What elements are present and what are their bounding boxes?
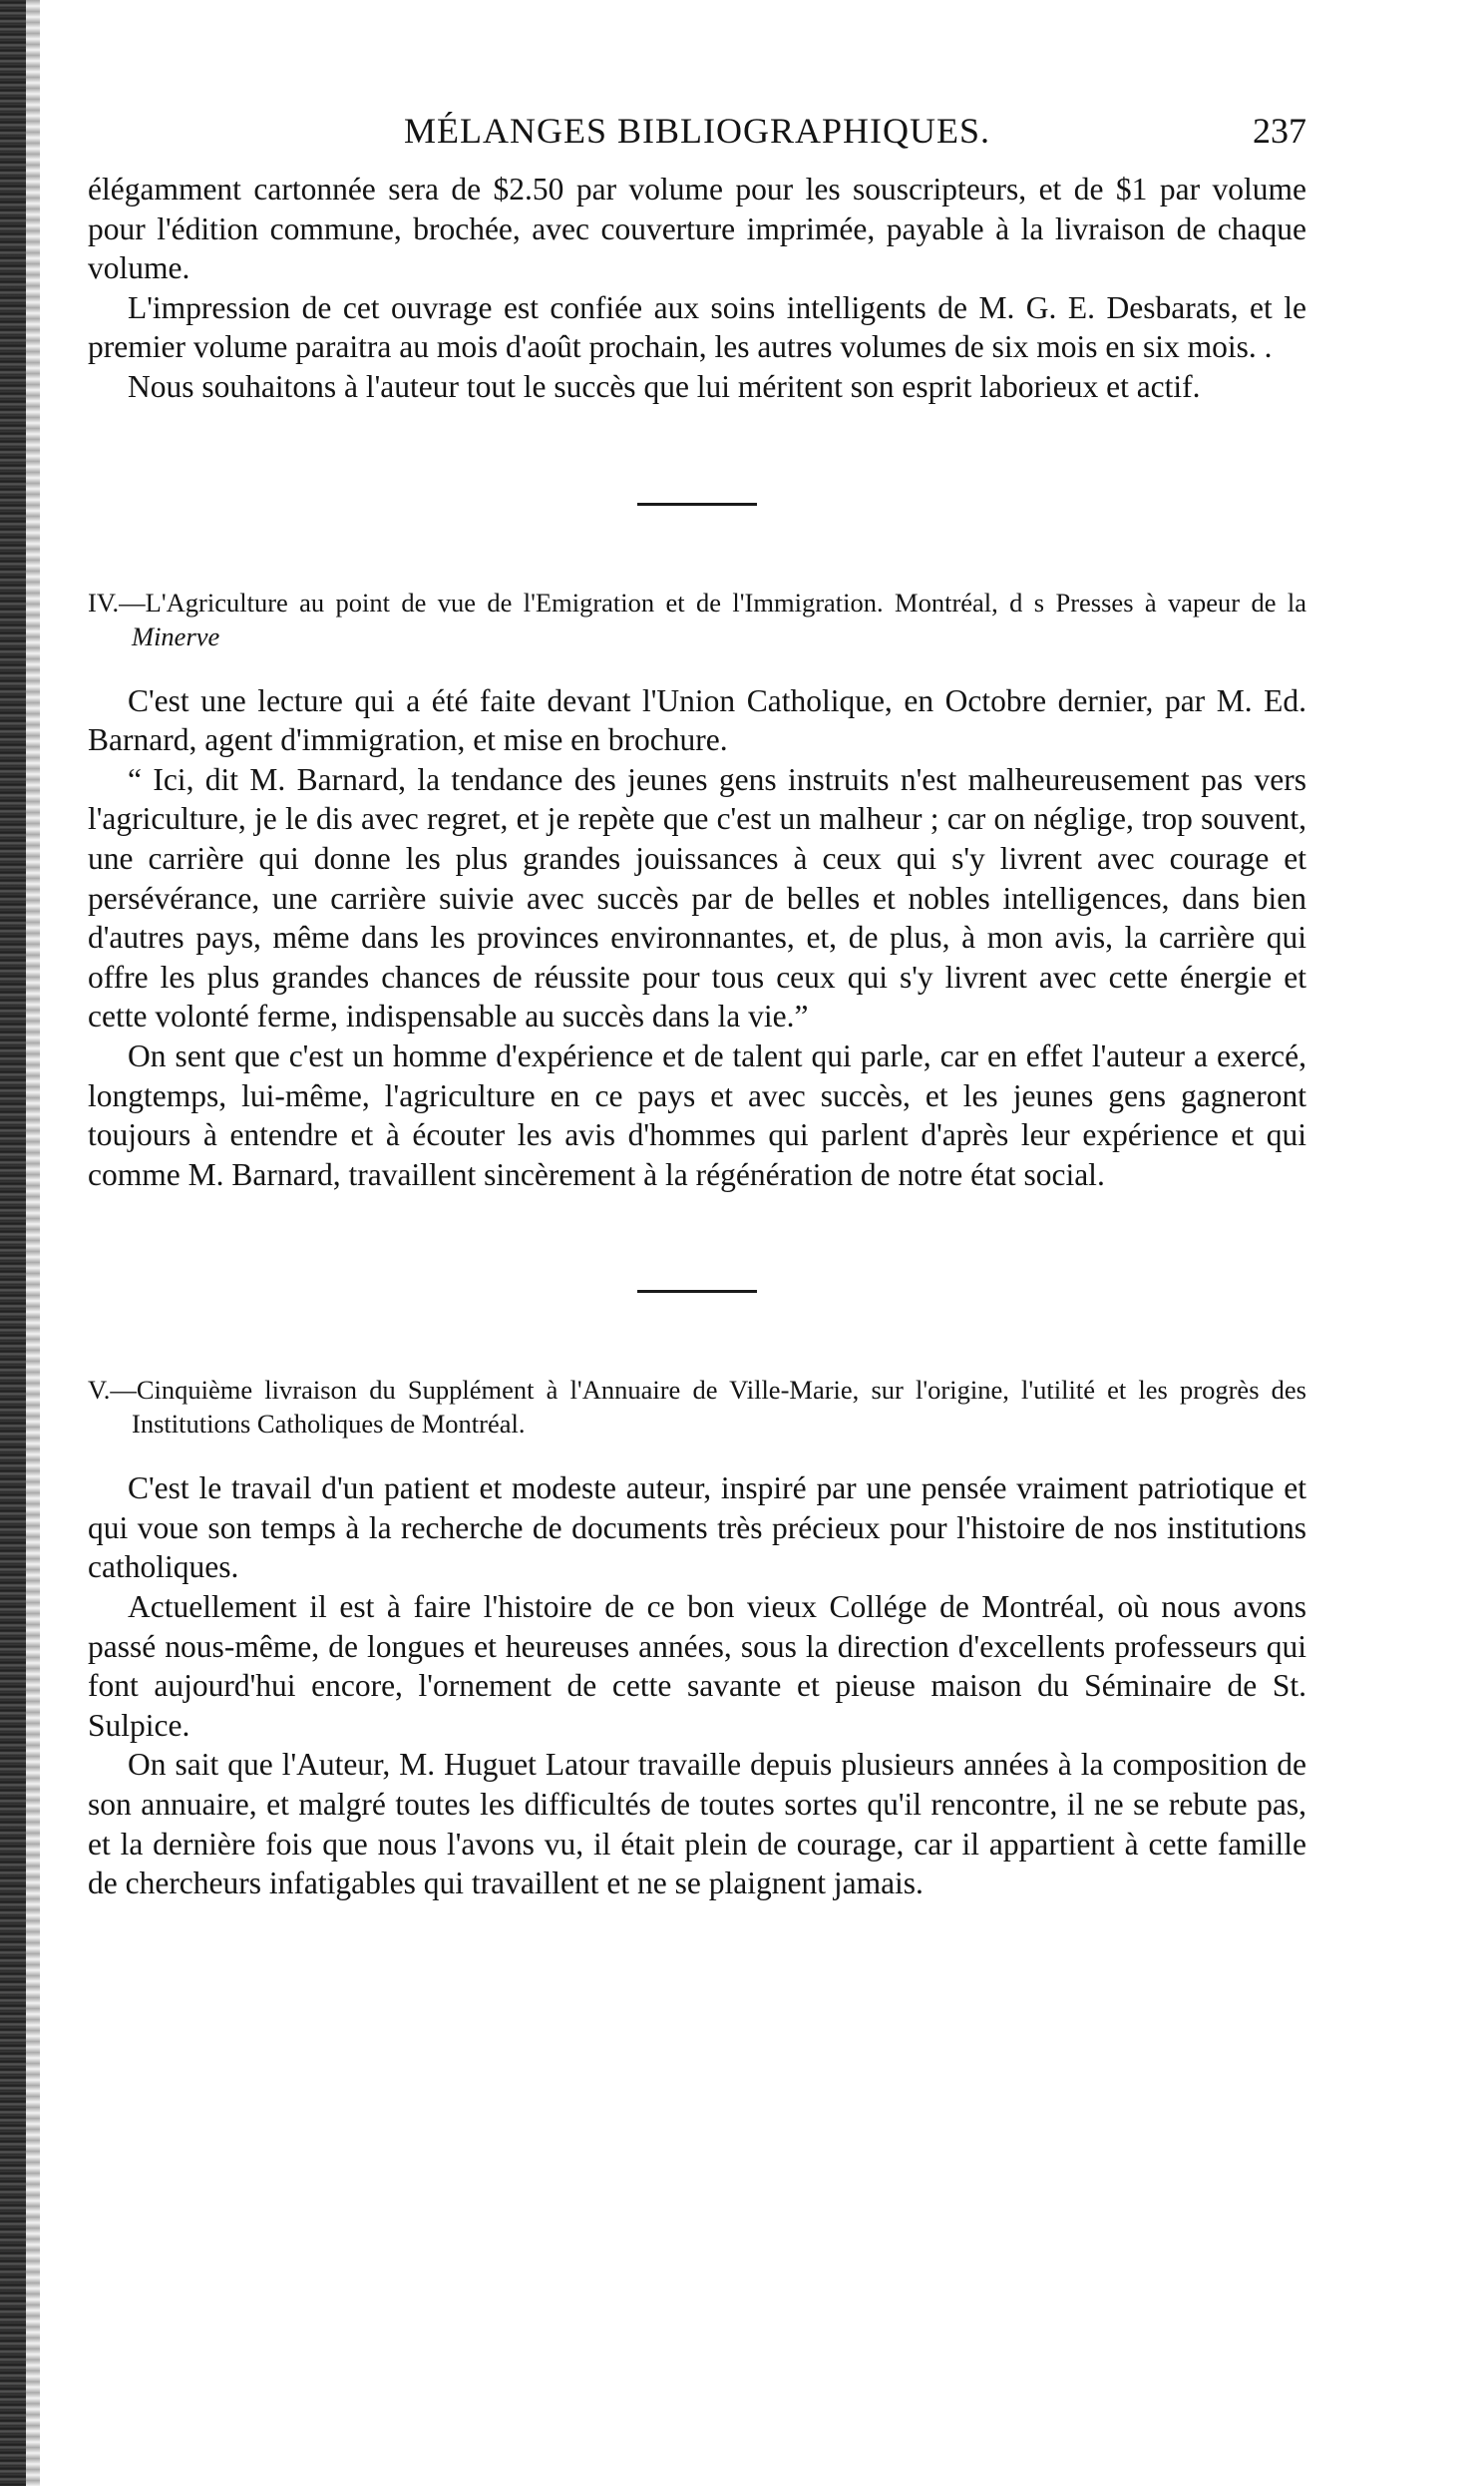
paragraph: Actuellement il est à faire l'histoire de ce bon vieux Collége de Montréal, où nous avons passé nous-même, de longues et heureuses années, sous la direction d'excellents professeurs qui font aujourd'hui encore, l'ornement de cette savante et pieuse maison du Séminaire de St. Sulpice. [88,1589,1306,1743]
paragraph: On sait que l'Auteur, M. Huguet Latour travaille depuis plusieurs années à la composition de son annuaire, et malgré toutes les difficultés de toutes sortes qu'il rencontre, il ne se rebute pas, et la dernière fois que nous l'avons vu, il était plein de courage, car il appartient à cette famille de chercheurs infatigables qui travaillent et ne se plaignent jamais. [88,1747,1306,1901]
paragraph: “ Ici, dit M. Barnard, la tendance des jeunes gens instruits n'est malheureusement pas vers l'agriculture, je le dis avec regret, et je repète que c'est un malheur ; car on néglige, trop souvent, une carrière qui donne les plus grandes jouissances à ceux qui s'y livrent avec courage et persévérance, une carrière suivie avec succès par de belles et nobles intelligences, dans bien d'autres pays, même dans les provinces environnantes, et, de plus, à mon avis, la carrière qui offre les plus grandes chances de réussite pour tous ceux qui s'y livrent avec cette énergie et cette volonté ferme, indispensable au succès dans la vie.” [88,761,1306,1035]
paragraph: On sent que c'est un homme d'expérience et de talent qui parle, car en effet l'auteur a exercé, longtemps, lui-même, l'agriculture en ce pays et avec succès, et les jeunes gens gagneront toujours à entendre et à écouter les avis d'hommes qui parlent d'après leur expérience et qui comme M. Barnard, travaillent sincèrement à la régénération de notre état social. [88,1037,1306,1192]
paragraph: élégamment cartonnée sera de $2.50 par volume pour les souscripteurs, et de $1 par volume pour l'édition commune, brochée, avec couverture imprimée, payable à la livraison de chaque volume. [88,172,1306,286]
paragraph: Nous souhaitons à l'auteur tout le succès que lui méritent son esprit laborieux et actif. [128,368,1201,404]
paragraph: C'est une lecture qui a été faite devant l'Union Catholique, en Octobre dernier, par M. Ed. Barnard, agent d'immigration, et mise en brochure. [88,682,1306,758]
entry-title-italic: Minerve [132,621,220,651]
review-section-v [88,1468,1306,1903]
page-number: 237 [1253,111,1306,151]
section-divider [637,1290,757,1293]
review-section-iv [88,681,1306,1195]
paragraph: L'impression de cet ouvrage est confiée aux soins intelligents de M. G. E. Desbarats, et le premier volume paraitra au mois d'août prochain, les autres volumes de six mois en six mois. . [88,289,1306,365]
running-title: MÉLANGES BIBLIOGRAPHIQUES. [403,111,990,151]
intro-section [88,170,1306,407]
section-divider [637,503,757,506]
entry-title: IV.—L'Agriculture au point de vue de l'Emigration et de l'Immigration. Montréal, d s Presses à vapeur de la [88,587,1306,618]
bibliographic-entry-iv [88,586,1306,653]
paragraph: C'est le travail d'un patient et modeste auteur, inspiré par une pensée vraiment patriotique et qui voue son temps à la recherche de documents très précieux pour l'histoire de nos institutions catholiques. [88,1470,1306,1585]
entry-title: V.—Cinquième livraison du Supplément à l'Annuaire de Ville-Marie, sur l'origine, l'utilité et les progrès des Institutions Catholiques de Montréal. [88,1375,1306,1440]
book-page [88,110,1306,1903]
page-header [88,110,1306,170]
bibliographic-entry-v [88,1373,1306,1441]
scanned-page-edge [0,0,26,2486]
